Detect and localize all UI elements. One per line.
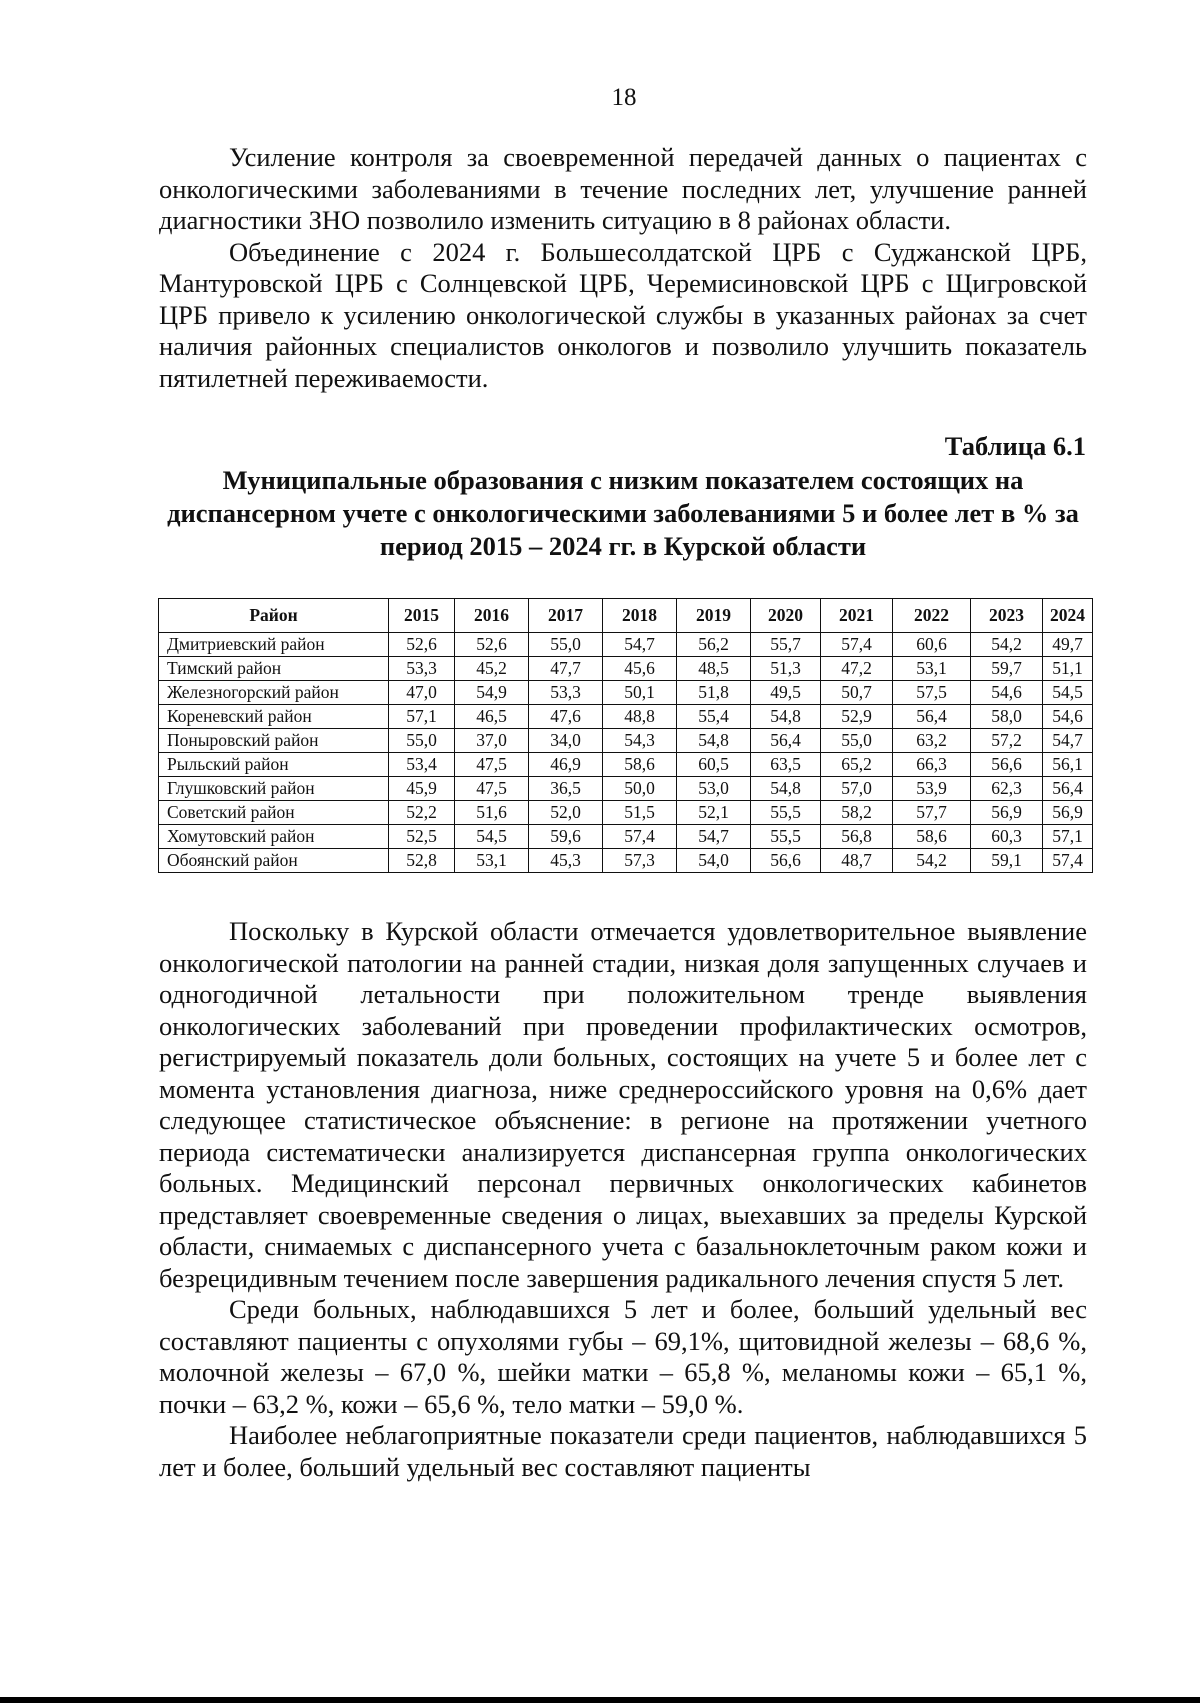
table-row [159,657,1093,681]
value-cell: 50,0 [603,777,677,801]
value-cell: 56,8 [821,825,893,849]
table-title: Муниципальные образования с низким показателем состоящих на диспансерном учете с онкологическими заболеваниями 5 и более лет в % за период 2015 – 2024 гг. в Курской области [167,465,1079,561]
value-cell: 48,7 [821,849,893,873]
value-cell: 53,9 [893,777,971,801]
value-cell: 60,3 [971,825,1043,849]
district-name-cell: Рыльский район [159,753,389,777]
value-cell: 47,6 [529,705,603,729]
value-cell: 57,5 [893,681,971,705]
table-row [159,825,1093,849]
district-name-cell: Хомутовский район [159,825,389,849]
scan-edge [0,1697,1200,1703]
paragraph: Поскольку в Курской области отмечается удовлетворительное выявление онкологической патологии на ранней стадии, низкая доля запущенных случаев и одногодичной летальности при положительном тренде выявления онкологических заболеваний при проведении профилактических осмотров, регистрируемый показатель доли больных, состоящих на учете 5 и более лет с момента установления диагноза, ниже среднероссийского уровня на 0,6% дает следующее статистическое объяснение: в регионе на протяжении учетного периода систематически анализируется диспансерная группа онкологических больных. Медицинский персонал первичных онкологических кабинетов представляет своевременные сведения о лицах, выехавших за пределы Курской области, снимаемых с диспансерного учета с базальноклеточным раком кожи и безрецидивным течением после завершения радикального лечения спустя 5 лет. [159,916,1087,1293]
paragraph: Наиболее неблагоприятные показатели среди пациентов, наблюдавшихся 5 лет и более, больший удельный вес составляют пациенты [159,1420,1087,1482]
value-cell: 47,7 [529,657,603,681]
value-cell: 56,6 [751,849,821,873]
value-cell: 52,1 [677,801,751,825]
column-header-year: 2024 [1043,599,1093,633]
value-cell: 52,6 [455,633,529,657]
value-cell: 57,2 [971,729,1043,753]
value-cell: 54,7 [603,633,677,657]
value-cell: 57,4 [603,825,677,849]
paragraph: Объединение с 2024 г. Большесолдатской ЦРБ с Суджанской ЦРБ, Мантуровской ЦРБ с Солнцевской ЦРБ, Черемисиновской ЦРБ с Щигровской ЦРБ привело к усилению онкологической службы в указанных районах за счет наличия районных специалистов онкологов и позволило улучшить показатель пятилетней переживаемости. [159,236,1087,393]
value-cell: 51,5 [603,801,677,825]
paragraph: Усиление контроля за своевременной передачей данных о пациентах с онкологическими заболеваниями в течение последних лет, улучшение ранней диагностики ЗНО позволило изменить ситуацию в 8 районах области. [159,142,1087,235]
value-cell: 57,1 [1043,825,1093,849]
table-row [159,777,1093,801]
value-cell: 56,4 [1043,777,1093,801]
value-cell: 53,0 [677,777,751,801]
value-cell: 63,5 [751,753,821,777]
column-header-year: 2017 [529,599,603,633]
district-name-cell: Кореневский район [159,705,389,729]
value-cell: 45,6 [603,657,677,681]
value-cell: 50,7 [821,681,893,705]
paragraph: Среди больных, наблюдавшихся 5 лет и более, больший удельный вес составляют пациенты с опухолями губы – 69,1%, щитовидной железы – 68,6 %, молочной железы – 67,0 %, шейки матки – 65,8 %, меланомы кожи – 65,1 %, почки – 63,2 %, кожи – 65,6 %, тело матки – 59,0 %. [159,1294,1087,1419]
value-cell: 60,5 [677,753,751,777]
value-cell: 59,1 [971,849,1043,873]
value-cell: 57,4 [821,633,893,657]
value-cell: 45,9 [389,777,455,801]
value-cell: 54,5 [455,825,529,849]
value-cell: 47,5 [455,777,529,801]
value-cell: 51,6 [455,801,529,825]
table-row [159,729,1093,753]
value-cell: 48,8 [603,705,677,729]
value-cell: 59,6 [529,825,603,849]
value-cell: 47,5 [455,753,529,777]
value-cell: 55,5 [751,825,821,849]
value-cell: 52,0 [529,801,603,825]
value-cell: 54,2 [893,849,971,873]
value-cell: 57,4 [1043,849,1093,873]
value-cell: 52,2 [389,801,455,825]
column-header-year: 2018 [603,599,677,633]
value-cell: 65,2 [821,753,893,777]
value-cell: 51,8 [677,681,751,705]
value-cell: 55,5 [751,801,821,825]
value-cell: 54,8 [751,777,821,801]
value-cell: 54,8 [751,705,821,729]
discussion-text [159,916,1087,1483]
value-cell: 55,0 [821,729,893,753]
value-cell: 52,6 [389,633,455,657]
table-row [159,753,1093,777]
value-cell: 48,5 [677,657,751,681]
column-header-district: Район [159,599,389,633]
value-cell: 66,3 [893,753,971,777]
value-cell: 57,7 [893,801,971,825]
value-cell: 54,3 [603,729,677,753]
table-row [159,801,1093,825]
district-name-cell: Дмитриевский район [159,633,389,657]
column-header-year: 2022 [893,599,971,633]
value-cell: 63,2 [893,729,971,753]
value-cell: 53,3 [389,657,455,681]
column-header-year: 2020 [751,599,821,633]
value-cell: 45,2 [455,657,529,681]
district-name-cell: Советский район [159,801,389,825]
value-cell: 53,3 [529,681,603,705]
value-cell: 52,5 [389,825,455,849]
value-cell: 54,8 [677,729,751,753]
table-row [159,849,1093,873]
value-cell: 55,0 [529,633,603,657]
value-cell: 49,7 [1043,633,1093,657]
value-cell: 54,2 [971,633,1043,657]
value-cell: 53,4 [389,753,455,777]
value-cell: 58,6 [893,825,971,849]
table-row [159,681,1093,705]
column-header-year: 2019 [677,599,751,633]
value-cell: 54,5 [1043,681,1093,705]
value-cell: 37,0 [455,729,529,753]
value-cell: 53,1 [893,657,971,681]
value-cell: 47,2 [821,657,893,681]
district-name-cell: Тимский район [159,657,389,681]
value-cell: 53,1 [455,849,529,873]
value-cell: 54,6 [971,681,1043,705]
value-cell: 46,5 [455,705,529,729]
value-cell: 49,5 [751,681,821,705]
value-cell: 34,0 [529,729,603,753]
value-cell: 57,0 [821,777,893,801]
table-row [159,633,1093,657]
column-header-year: 2021 [821,599,893,633]
district-name-cell: Глушковский район [159,777,389,801]
table-number: Таблица 6.1 [944,431,1086,461]
value-cell: 57,1 [389,705,455,729]
value-cell: 46,9 [529,753,603,777]
column-header-year: 2015 [389,599,455,633]
value-cell: 52,9 [821,705,893,729]
value-cell: 54,9 [455,681,529,705]
value-cell: 55,7 [751,633,821,657]
table-header-row [159,599,1093,633]
column-header-year: 2023 [971,599,1043,633]
value-cell: 52,8 [389,849,455,873]
value-cell: 55,4 [677,705,751,729]
value-cell: 62,3 [971,777,1043,801]
intro-text [159,142,1087,394]
value-cell: 55,0 [389,729,455,753]
column-header-year: 2016 [455,599,529,633]
value-cell: 54,7 [677,825,751,849]
value-cell: 56,1 [1043,753,1093,777]
value-cell: 45,3 [529,849,603,873]
district-name-cell: Поныровский район [159,729,389,753]
value-cell: 56,9 [971,801,1043,825]
value-cell: 56,9 [1043,801,1093,825]
value-cell: 56,6 [971,753,1043,777]
value-cell: 50,1 [603,681,677,705]
data-table [158,598,1093,873]
value-cell: 51,1 [1043,657,1093,681]
value-cell: 54,7 [1043,729,1093,753]
district-name-cell: Железногорский район [159,681,389,705]
value-cell: 57,3 [603,849,677,873]
value-cell: 58,0 [971,705,1043,729]
page-number: 18 [611,84,637,111]
value-cell: 54,6 [1043,705,1093,729]
value-cell: 36,5 [529,777,603,801]
value-cell: 56,2 [677,633,751,657]
table-row [159,705,1093,729]
value-cell: 54,0 [677,849,751,873]
value-cell: 58,6 [603,753,677,777]
value-cell: 47,0 [389,681,455,705]
table-body [159,633,1093,873]
value-cell: 60,6 [893,633,971,657]
value-cell: 59,7 [971,657,1043,681]
value-cell: 56,4 [751,729,821,753]
value-cell: 51,3 [751,657,821,681]
district-name-cell: Обоянский район [159,849,389,873]
value-cell: 58,2 [821,801,893,825]
value-cell: 56,4 [893,705,971,729]
